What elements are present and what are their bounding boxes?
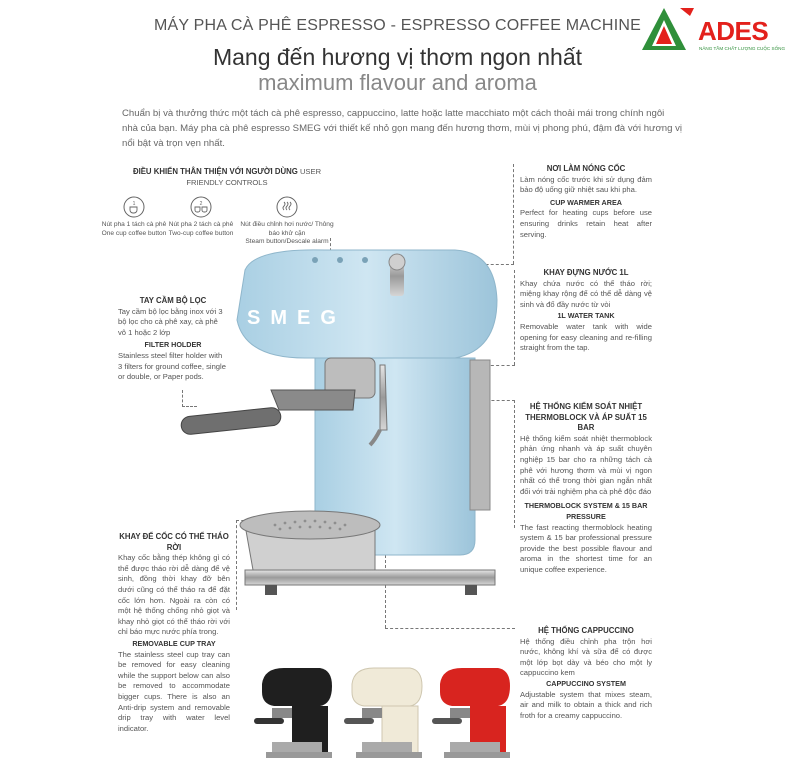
two-cup-label-vi: Nút pha 2 tách cà phê: [168, 221, 234, 228]
filter-title: TAY CẦM BỘ LỌC: [139, 296, 207, 305]
cup-warmer-text-en: Perfect for heating cups before use ensuring drinks retain heat after serving.: [520, 208, 652, 239]
variant-black-machine: [254, 664, 334, 764]
one-cup-label-en: One cup coffee button: [101, 229, 167, 237]
variant-cream-machine: [344, 664, 424, 764]
two-cup-label-en: Two-cup coffee button: [168, 229, 234, 237]
machine-brand-letters: SMEG: [247, 307, 346, 329]
controls-title-en-2: FRIENDLY CONTROLS: [186, 177, 268, 187]
controls-title-en-1: USER: [299, 167, 322, 176]
cappuccino-block: [520, 626, 652, 721]
steam-icon: [276, 196, 298, 218]
svg-text:1: 1: [132, 201, 136, 207]
controls-title-vi: ĐIỀU KHIỂN THÂN THIỆN VỚI NGƯỜI DÙNG: [132, 167, 298, 176]
filter-text-vi: Tay cầm bộ lọc bằng inox với 3 bộ lọc cho cà phê xay, cà phê vô 1 hoặc 2 lớp: [118, 306, 223, 337]
logo-brand-text: ADES: [698, 16, 769, 46]
page-title: MÁY PHA CÀ PHÊ ESPRESSO - ESPRESSO COFFEE MACHINE: [154, 17, 641, 34]
cappuccino-text-vi: Hệ thống điều chỉnh pha trộn hơi nước, không khí và sữa để có được một lớp bọt dày và béo cho một ly cappuccino kem: [520, 636, 652, 678]
thermoblock-text-vi: Hệ thống kiểm soát nhiệt thermoblock phản ứng nhanh và áp suất chuyên nghiệp 15 bar cho ra những tách cà phê với hương thơm và mùi vị ngon nhất có thể trong thời gian ngắn nhất đối với trải nghiệm pha cà phê độc đáo: [520, 433, 652, 496]
water-tank-text-vi: Khay chứa nước có thể tháo rời; miệng khay rộng để có thể dễ dàng vệ sinh và đổ đầy nước từ vòi: [520, 278, 652, 309]
water-tank-text-en: Removable water tank with wide opening for easy cleaning and re-filling straight from the tap.: [520, 321, 652, 353]
svg-text:2: 2: [199, 201, 203, 207]
logo-slogan: NÂNG TẦM CHẤT LƯỢNG CUỘC SỐNG: [699, 46, 786, 51]
thermoblock-title: HỆ THỐNG KIỂM SOÁT NHIỆT THERMOBLOCK VÀ ÁP SUẤT 15 BAR: [525, 402, 647, 433]
cup-tray-title-en: REMOVABLE CUP TRAY: [132, 638, 216, 648]
cup-tray-title: KHAY ĐỂ CỐC CÓ THỂ THÁO RỜI: [119, 532, 229, 552]
thermoblock-text-en: The fast reacting thermoblock heating system & 15 bar professional pressure provide the best possible flavour and aroma in the shortest time for an unique coffee experience.: [520, 522, 652, 574]
two-cup-icon: [190, 196, 212, 218]
cup-tray-text-en: The stainless steel cup tray can be removed for easy cleaning while the support below can also be removed to accommodate bigger cups. There is also an Anti-drip system and removable drip tray with water level indicator.: [118, 649, 230, 733]
cup-tray-text-vi: Khay cốc bằng thép không gỉ có thể được tháo rời dễ dàng để vệ sinh, đồng thời khay đỡ bên dưới cũng có thể tháo ra để đặt cốc lớn hơn. Ngoài ra còn có một hệ thống chống nhỏ giọt và khay nhỏ giọt có thể tháo rời với chỉ báo mực nước phía trong.: [118, 553, 230, 637]
control-one-cup: [99, 196, 169, 238]
one-cup-icon: [123, 196, 145, 218]
intro-paragraph: Chuẩn bị và thưởng thức một tách cà phê espresso, cappuccino, latte hoặc latte macchiato một cách thoải mái trong chính ngôi nhà của bạn. Máy pha cà phê espresso SMEG với thiết kế nhỏ gọn mang đến hương thơm, mùi vị phong phú, đậm đà với hương vị nổi bật và trọn vẹn nhất.: [122, 108, 683, 149]
logo-mark-icon: [640, 6, 696, 56]
one-cup-label-vi: Nút pha 1 tách cà phê: [101, 221, 167, 228]
variant-red-machine: [432, 664, 512, 764]
control-two-cup: [166, 196, 236, 238]
filter-text-en: Stainless steel filter holder with 3 filters for ground coffee, single or double, or Paper pods.: [118, 350, 226, 382]
cup-warmer-title-en: CUP WARMER AREA: [550, 197, 622, 207]
cappuccino-text-en: Adjustable system that mixes steam, air and milk to obtain a thick and rich froth for a creamy cappuccino.: [520, 689, 652, 720]
thermoblock-title-en: THERMOBLOCK SYSTEM & 15 BAR PRESSURE: [524, 501, 648, 521]
steam-label-vi: Nút điều chỉnh hơi nước/ Thông báo khử cặn: [240, 221, 334, 237]
page-subtitle: Mang đến hương vị thơm ngon nhất: [212, 44, 583, 70]
thermoblock-block: [520, 402, 652, 576]
leader-line-cappuccino-h: [385, 628, 515, 629]
cappuccino-title-en: CAPPUCCINO SYSTEM: [546, 678, 626, 688]
water-tank-title-en: 1L WATER TANK: [557, 311, 615, 321]
cappuccino-title: HỆ THỐNG CAPPUCCINO: [538, 626, 634, 635]
cup-warmer-text-vi: Làm nóng cốc trước khi sử dụng đảm bảo độ uống giữ nhiệt sau khi pha.: [520, 174, 652, 195]
page-subtitle-en: maximum flavour and aroma: [258, 70, 537, 95]
controls-heading: [112, 167, 342, 188]
cup-warmer-title: NƠI LÀM NÓNG CỐC: [546, 164, 626, 173]
ades-logo[interactable]: [640, 6, 795, 56]
steam-label-en: Steam button/Descale alarm: [245, 238, 329, 246]
filter-title-en: FILTER HOLDER: [144, 340, 202, 350]
water-tank-title: KHAY ĐỰNG NƯỚC 1L: [543, 268, 629, 277]
espresso-machine-illustration: [175, 240, 515, 610]
water-tank-block: [520, 268, 652, 354]
cup-warmer-block: [520, 164, 652, 240]
